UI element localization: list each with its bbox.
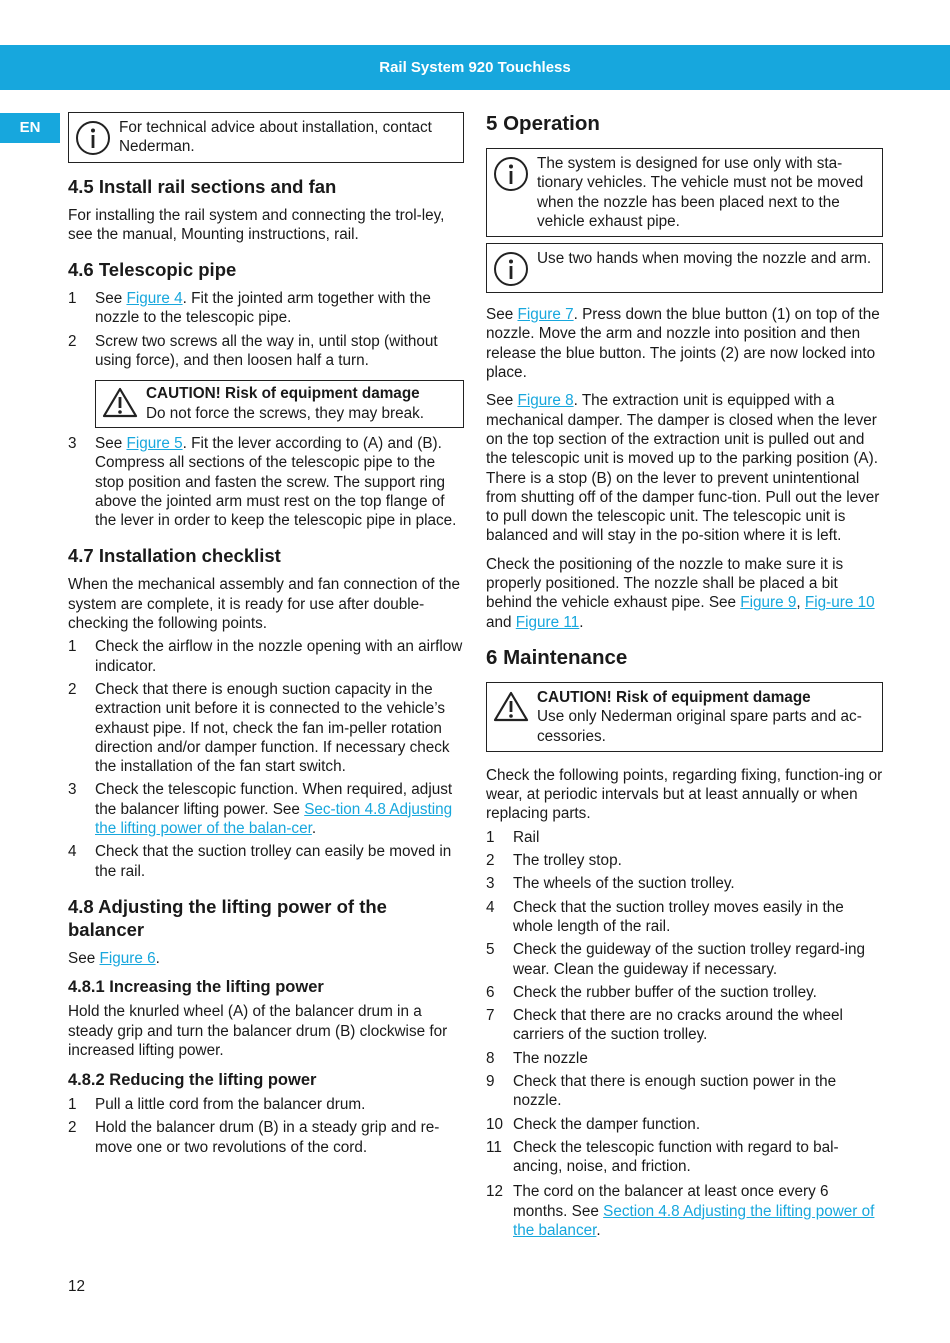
section-heading-4-8: 4.8 Adjusting the lifting power of the balancer — [68, 895, 387, 940]
maintenance-list — [486, 828, 883, 1177]
item-number: 9 — [486, 1072, 495, 1090]
item-text: Check the airflow in the nozzle opening with an airflow indicator. — [95, 638, 463, 675]
paragraph: Check the following points, regarding fixing, function-ing or wear, at periodic intervals but at least annually or when replacing parts. — [486, 766, 883, 823]
figure-4-link[interactable]: Figure 4 — [126, 290, 183, 308]
info-icon — [75, 120, 111, 156]
right-column — [486, 112, 883, 1250]
text-run: . — [311, 820, 317, 838]
item-text: The trolley stop. — [513, 852, 622, 870]
list-item — [68, 332, 464, 371]
checklist — [68, 637, 464, 881]
warning-icon — [102, 386, 138, 418]
text-run: The cord on the balancer at least once every 6 months. See — [513, 1183, 829, 1220]
list-item — [486, 940, 883, 979]
section-heading-5: 5 Operation — [486, 112, 600, 135]
list-item — [486, 1006, 883, 1045]
section-heading-4-5: 4.5 Install rail sections and fan — [68, 175, 337, 197]
list-item — [486, 983, 883, 1002]
item-text: Check that the suction trolley moves easily in the whole length of the rail. — [513, 898, 844, 935]
paragraph — [486, 555, 883, 632]
figure-8-link[interactable]: Figure 8 — [517, 392, 574, 410]
caution-box-spare-parts — [486, 682, 883, 752]
list-item — [486, 851, 883, 870]
paragraph: Hold the knurled wheel (A) of the balancer drum in a steady grip and turn the balancer drum (B) clockwise for increased lifting power. — [68, 1003, 448, 1059]
item-number: 10 — [486, 1115, 504, 1133]
section-heading-4-7: 4.7 Installation checklist — [68, 545, 281, 567]
list-item — [486, 874, 883, 893]
figure-6-link[interactable]: Figure 6 — [99, 949, 156, 967]
item-text: Check that there is enough suction capacity in the extraction unit before it is connected to the vehicle’s exhaust pipe. If not, check the fan im-peller rotation direction and/or damper function. If necessary check the installation of the fan start switch. — [95, 680, 450, 776]
caution-title: CAUTION! Risk of equipment damage — [146, 385, 420, 403]
step-list-telescopic-cont — [68, 434, 464, 530]
caution-box-screws — [95, 380, 464, 428]
maintenance-list-last — [486, 1182, 883, 1240]
text-run: See — [486, 392, 518, 410]
item-number: 3 — [486, 875, 495, 893]
item-text: Pull a little cord from the balancer drum. — [95, 1096, 366, 1114]
item-text: Check the telescopic function with regard to bal-ancing, noise, and friction. — [513, 1138, 839, 1176]
info-icon — [493, 251, 529, 287]
text-run: . — [155, 949, 160, 967]
item-number: 1 — [68, 1096, 77, 1114]
subsection-heading-4-8-1: 4.8.1 Increasing the lifting power — [68, 978, 324, 997]
list-item — [486, 898, 883, 937]
language-tab: EN — [0, 113, 60, 143]
item-number: 4 — [486, 898, 495, 916]
text-run: . The extraction unit is equipped with a mechanical damper. The damper is closed when the lever on the top section of the extraction unit is pulled out and the telescopic unit is moved up to the parking position (A). There is a stop (B) on the lever to prevent unintentional from shutting off of the damper func-tion. Pull out the lever to pull down the telescopic unit. The telescopic unit is balanced and will stay in the po-sition where it is left. — [486, 392, 880, 545]
caution-title: CAUTION! Risk of equipment damage — [537, 688, 811, 706]
item-number: 1 — [486, 828, 495, 846]
item-number: 5 — [486, 941, 495, 959]
text-run: See — [95, 434, 127, 452]
step-list-reduce — [68, 1095, 464, 1157]
text-run: Check the positioning of the nozzle to make sure it is properly positioned. The nozzle shall be placed a bit behind the vehicle exhaust pipe. See — [486, 555, 844, 612]
item-text: Hold the balancer drum (B) in a steady grip and re-move one or two revolutions of the cord. — [95, 1119, 440, 1156]
info-icon — [493, 156, 529, 192]
list-item — [68, 1095, 464, 1114]
left-column — [68, 112, 464, 1167]
item-text: Check the guideway of the suction trolley regard-ing wear. Clean the guideway if necessary. — [513, 941, 866, 978]
info-text: Use two hands when moving the nozzle and arm. — [537, 250, 872, 268]
caution-text: Do not force the screws, they may break. — [146, 404, 425, 422]
list-item — [486, 1115, 883, 1134]
list-item — [68, 842, 464, 881]
item-text — [95, 780, 464, 838]
item-number: 4 — [68, 843, 77, 861]
item-text — [95, 289, 464, 328]
paragraph — [486, 391, 883, 545]
item-number: 12 — [486, 1183, 504, 1201]
step-list-telescopic — [68, 289, 464, 370]
item-text: Check that there are no cracks around the wheel carriers of the suction trolley. — [513, 1007, 843, 1044]
section-4-8-link[interactable]: Section 4.8 Adjusting the lifting power of the balancer — [513, 1202, 875, 1240]
item-number: 11 — [486, 1138, 502, 1156]
item-text: The wheels of the suction trolley. — [513, 875, 735, 893]
item-number: 2 — [68, 1119, 77, 1137]
item-text — [513, 1182, 883, 1240]
warning-icon — [493, 690, 529, 722]
list-item — [486, 1072, 883, 1111]
text-run: and — [486, 613, 516, 631]
item-number: 1 — [68, 290, 77, 308]
info-box-two-hands — [486, 243, 883, 293]
figure-10-link[interactable]: Fig-ure 10 — [804, 594, 875, 612]
item-number: 8 — [486, 1049, 495, 1067]
section-4-8-link[interactable]: Sec-tion 4.8 Adjusting the lifting power of the balan-cer — [95, 800, 453, 838]
text-run: . — [596, 1222, 601, 1240]
item-number: 2 — [486, 852, 495, 870]
item-number: 2 — [68, 680, 77, 698]
section-heading-6: 6 Maintenance — [486, 645, 628, 669]
info-text: For technical advice about installation, contact Nederman. — [119, 119, 432, 156]
paragraph: When the mechanical assembly and fan connection of the system are complete, it is ready for use after double-checking the following points. — [68, 576, 461, 633]
list-item — [68, 434, 464, 530]
item-number: 7 — [486, 1007, 495, 1025]
item-text: Rail — [513, 828, 540, 846]
list-item — [68, 637, 464, 676]
item-number: 6 — [486, 983, 495, 1001]
paragraph — [486, 305, 883, 382]
list-item — [68, 1118, 464, 1157]
item-text: The nozzle — [513, 1049, 588, 1067]
item-text — [95, 434, 464, 530]
info-text: The system is designed for use only with sta-tionary vehicles. The vehicle must not be moved when the nozzle has been placed next to the vehicle exhaust pipe. — [537, 155, 864, 230]
item-text: Check the rubber buffer of the suction trolley. — [513, 983, 817, 1001]
paragraph — [68, 949, 464, 968]
figure-9-link[interactable]: Figure 9 — [740, 594, 797, 612]
caution-content — [146, 384, 455, 423]
figure-5-link[interactable]: Figure 5 — [126, 434, 183, 452]
item-text: Check that there is enough suction power in the nozzle. — [513, 1072, 837, 1110]
text-run: See — [486, 306, 518, 324]
subsection-heading-4-8-2: 4.8.2 Reducing the lifting power — [68, 1071, 317, 1090]
caution-content — [537, 688, 874, 746]
text-run: . Fit the jointed arm together with the nozzle to the telescopic pipe. — [95, 290, 431, 327]
item-number: 1 — [68, 638, 77, 656]
list-item — [486, 1049, 883, 1068]
text-run: , — [796, 594, 805, 612]
text-run: . — [579, 613, 584, 631]
list-item — [68, 680, 464, 776]
text-run: See — [68, 949, 100, 967]
section-heading-4-6: 4.6 Telescopic pipe — [68, 259, 237, 281]
page-number: 12 — [68, 1278, 86, 1295]
figure-11-link[interactable]: Figure 11 — [515, 613, 580, 631]
list-item — [486, 1182, 883, 1240]
text-run: Check the telescopic function. When required, adjust the balancer lifting power. See — [95, 781, 453, 818]
item-text: Check the damper function. — [513, 1115, 701, 1133]
paragraph: For installing the rail system and connecting the trol-ley, see the manual, Mounting instructions, rail. — [68, 206, 445, 243]
text-run: . Fit the lever according to (A) and (B). Compress all sections of the telescopic pipe to the stop position and fasten the screw. The support ring above the jointed arm must rest on the top flange of the lever in order to keep the telescopic pipe in place. — [95, 434, 457, 530]
header-bar — [0, 45, 950, 90]
list-item — [486, 828, 883, 847]
info-box-stationary — [486, 148, 883, 237]
text-run: See — [95, 290, 127, 308]
info-box-contact — [68, 112, 464, 163]
list-item — [68, 780, 464, 838]
list-item — [68, 289, 464, 328]
item-text: Check that the suction trolley can easily be moved in the rail. — [95, 843, 452, 880]
item-number: 2 — [68, 332, 77, 350]
item-number: 3 — [68, 781, 77, 799]
text-run: . Press down the blue button (1) on top of the nozzle. Move the arm and nozzle into position and then release the blue button. The joints (2) are now locked into place. — [486, 306, 880, 382]
list-item — [486, 1138, 883, 1177]
document-title: Rail System 920 Touchless — [379, 59, 571, 76]
caution-text: Use only Nederman original spare parts and ac-cessories. — [537, 708, 862, 745]
item-text: Screw two screws all the way in, until stop (without using force), and then loosen half a turn. — [95, 332, 438, 370]
figure-7-link[interactable]: Figure 7 — [517, 306, 574, 324]
item-number: 3 — [68, 434, 77, 452]
